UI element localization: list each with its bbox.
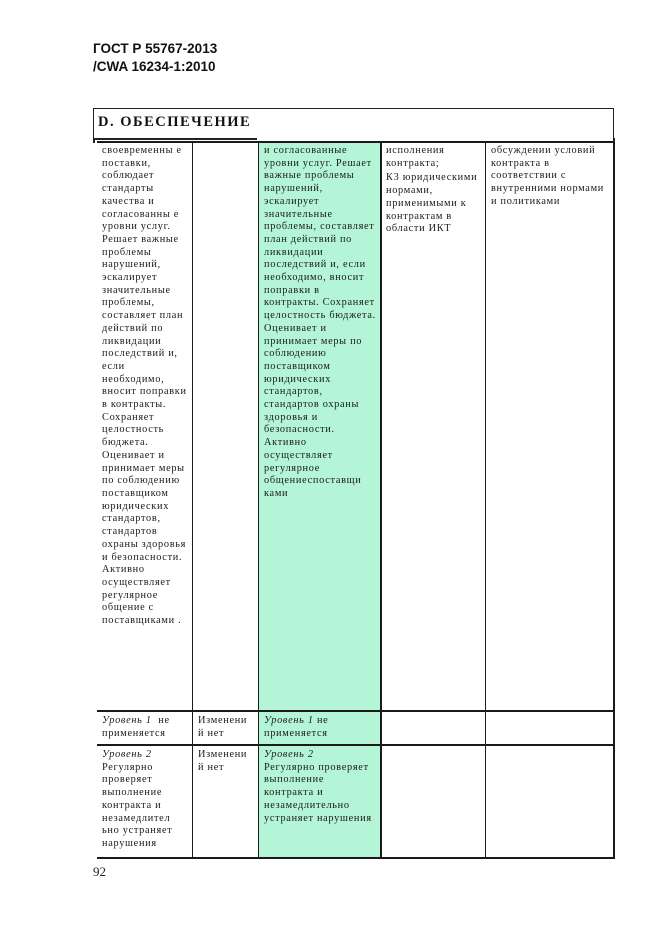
table-cell: [97, 746, 192, 858]
standard-number: ГОСТ Р 55767-2013: [93, 41, 218, 56]
divider: [258, 142, 259, 859]
divider: [97, 710, 614, 712]
cell-text: не применяется: [264, 715, 329, 739]
divider: [192, 142, 193, 859]
divider: [485, 142, 486, 859]
cell-text: Регулярно проверяет выполнение контракта и незамедлительно устраняет нарушения: [264, 761, 372, 824]
table-cell: Изменени й нет: [198, 749, 248, 773]
table-cell: и согласованные уровни услуг. Решает важные проблемы нарушений, эскалирует значительные проблемы, составляет план действий по ликвидации последствий и, если необходимо, вносит поправки в контракты. Сохраняет целостность бюджета. Оценивает и принимает меры по соблюдению поставщиком юридических стандартов, стандартов охраны здоровья и безопасности. Активно осуществляет регулярное общениеспоставщи ками: [264, 145, 376, 499]
divider: [97, 141, 614, 143]
table-cell: [97, 712, 192, 744]
level-label: Уровень 2: [102, 749, 152, 760]
level-label: Уровень 2: [264, 749, 314, 760]
section-underline: [94, 138, 257, 140]
standard-cwa-number: /CWA 16234-1:2010: [93, 59, 216, 74]
divider: [613, 142, 615, 859]
table-cell: обсуждении условий контракта в соответствии с внутренними нормами и политиками: [491, 145, 604, 207]
table-cell: [381, 142, 485, 710]
section-header: [93, 108, 614, 139]
table-cell: своевременны е поставки, соблюдает стандарты качества и согласованны е уровни услуг. Решает важные проблемы нарушений, эскалирует значительные проблемы, составляет план действий по ликвидации последствий и, если необходимо, вносит поправки в контракты. Сохраняет целостность бюджета. Оценивает и принимает меры по соблюдению поставщиком юридических стандартов, стандартов охраны здоровья и безопасности. Активно осуществляет регулярное общение с поставщиками .: [102, 145, 187, 627]
cell-text: исполнения контракта;: [386, 145, 445, 169]
level-label: Уровень 1: [264, 715, 314, 726]
divider: [93, 138, 95, 143]
section-title: D. ОБЕСПЕЧЕНИЕ: [98, 114, 252, 130]
table-cell: Изменени й нет: [198, 715, 248, 739]
cell-text: не применяется: [102, 715, 170, 739]
table-cell: [193, 142, 258, 710]
divider: [380, 142, 382, 859]
cell-text: Регулярно проверяет выполнение контракта и незамедлител ьно устраняет нарушения: [102, 761, 173, 849]
divider: [97, 857, 614, 859]
level-label: Уровень 1: [102, 715, 152, 726]
document-header: [93, 40, 217, 76]
page-number: 92: [93, 864, 106, 879]
table-cell: [259, 712, 381, 744]
divider: [97, 744, 614, 746]
table-cell: [259, 746, 381, 858]
cell-text: К3 юридическими нормами, применимыми к контрактам в области ИКТ: [386, 172, 478, 235]
